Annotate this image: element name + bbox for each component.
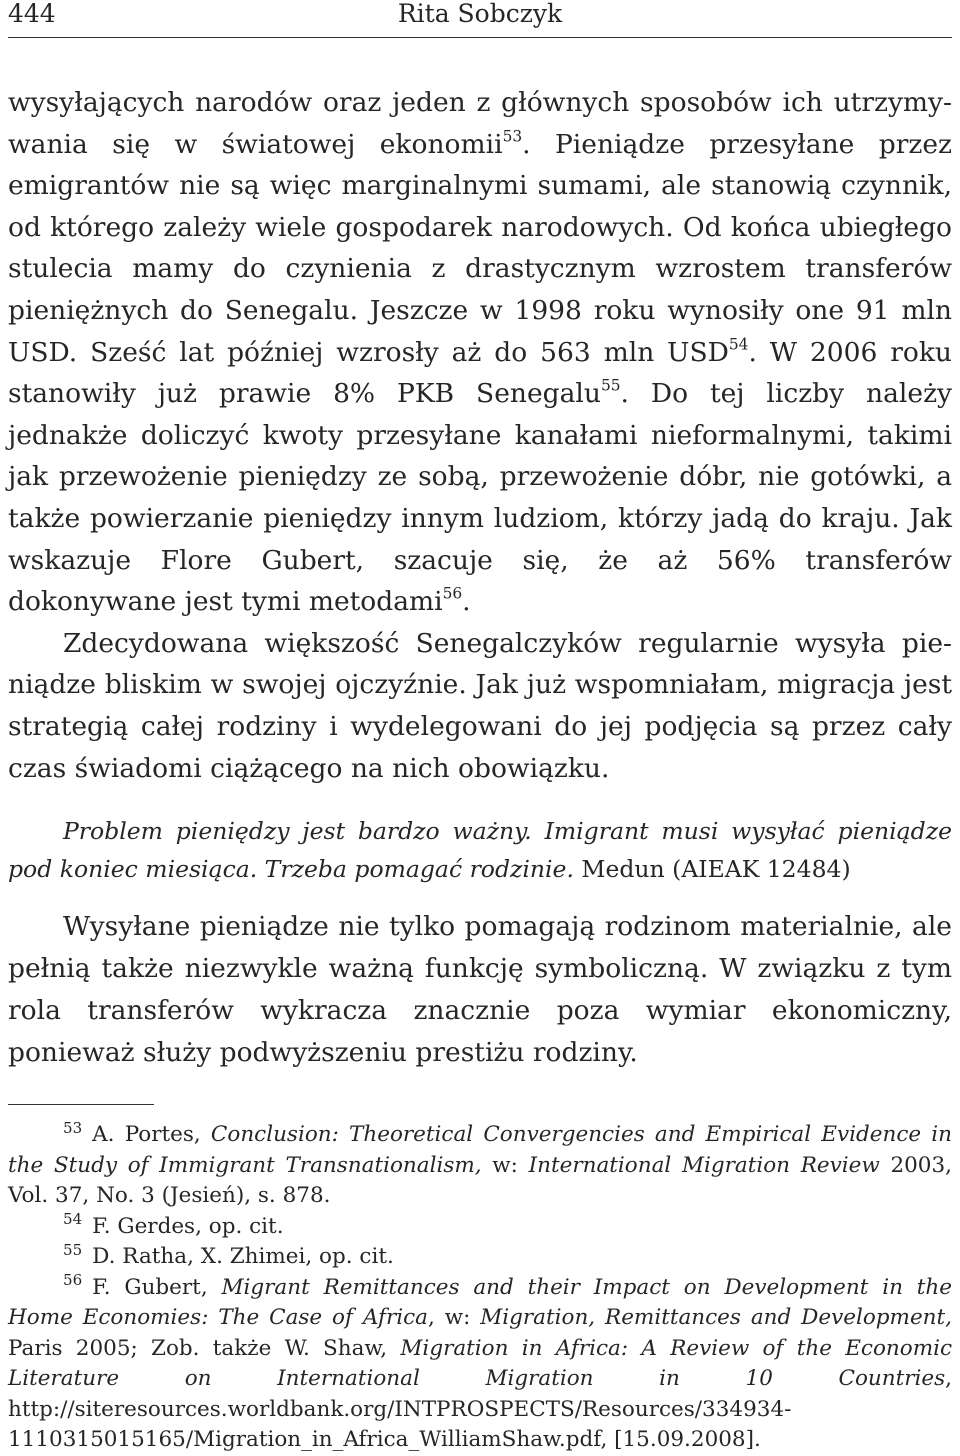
- footnote-ref-54[interactable]: 54: [728, 335, 749, 354]
- footnote-55: [8, 1242, 952, 1273]
- text-run: . W 2006 roku stanowiły już prawie 8% PKB Senegalu: [8, 336, 953, 410]
- fn-text: F. Gerdes, op. cit.: [92, 1213, 284, 1239]
- text-run: .: [462, 586, 471, 618]
- fn-text: 2003, Vol. 37, No. 3 (Jesień), s. 878.: [8, 1152, 953, 1208]
- footnote-ref-55[interactable]: 55: [600, 376, 621, 395]
- fn-book: Migration, Remittances and Development,: [480, 1305, 952, 1330]
- footnote-53: [8, 1120, 952, 1212]
- running-header: [8, 0, 952, 40]
- running-head-author: Rita Sobczyk: [397, 0, 563, 28]
- fn-text: F. Gubert,: [92, 1274, 222, 1300]
- fn-journal: International Migration Review: [528, 1152, 880, 1178]
- paragraph-1: [8, 82, 952, 623]
- fn-title: Conclusion: Theoretical Convergencies and Empirical Evidence in the Study of Immigrant Transnationalism,: [8, 1122, 952, 1178]
- fn-text: , w:: [427, 1305, 481, 1330]
- footnotes: [8, 1120, 952, 1456]
- footnote-ref-53[interactable]: 53: [502, 127, 523, 146]
- fn-text: D. Ratha, X. Zhimei, op. cit.: [92, 1244, 394, 1269]
- fn-title: Migrant Remittances and their Impact on Development in the Home Economies: The Case of Africa: [8, 1274, 952, 1330]
- footnote-number: 55: [63, 1240, 83, 1259]
- quote-text: Problem pieniędzy jest bardzo ważny. Imigrant musi wysyłać pieniądze pod koniec miesiąca. Trzeba pomagać rodzinie.: [8, 817, 952, 883]
- footnote-56: [8, 1273, 952, 1456]
- footnote-rule: [8, 1104, 154, 1105]
- fn-text: w:: [481, 1152, 529, 1178]
- fn-text: Paris 2005; Zob. także W. Shaw,: [8, 1335, 401, 1361]
- page-number: 444: [8, 0, 56, 28]
- text-run: wysyłających narodów oraz jeden z głównych sposobów ich utrzymywania się w światowej ekonomii: [8, 87, 952, 160]
- paragraph-3: Wysyłane pieniądze nie tylko pomagają rodzinom materialnie, ale pełnią także niezwykle ważną funkcję symboliczną. W związku z tym rola transferów wykracza znacznie poza wymiar ekonomiczny, ponieważ służy podwyższeniu prestiżu rodziny.: [8, 911, 952, 1068]
- footnote-ref-56[interactable]: 56: [442, 584, 463, 603]
- fn-url[interactable]: , http://siteresources.worldbank.org/INTPROSPECTS/Resources/334934-1110315015165/Migration_in_Africa_WilliamShaw.pdf, [15.09.2008].: [8, 1366, 952, 1452]
- footnote-54: [8, 1212, 952, 1243]
- footnote-number: 53: [63, 1118, 83, 1137]
- footnote-number: 54: [63, 1210, 83, 1229]
- main-text: [8, 82, 952, 789]
- header-rule: [8, 37, 952, 38]
- quote-source: Medun (AIEAK 12484): [573, 855, 851, 883]
- text-run: . Do tej liczby należy jednakże doliczyć kwoty przesyłane kanałami nieformalnymi, takimi jak przewożenie pieniędzy ze sobą, przewożenie dóbr, nie gotówki, a także powierzanie pieniędzy innym ludziom, którzy jadą do kraju. Jak wskazuje Flore Gubert, szacuje się, że aż 56% transferów dokonywane jest tymi metodami: [8, 378, 952, 618]
- paragraph-2: Zdecydowana większość Senegalczyków regularnie wysyła pieniądze bliskim w swojej ojczyźnie. Jak już wspomniałam, migracja jest strategią całej rodziny i wydelegowani do jej podjęcia są przez cały czas świadomi ciążącego na nich obowiązku.: [8, 627, 952, 784]
- fn-text: A. Portes,: [92, 1122, 211, 1147]
- text-run: . Pieniądze przesyłane przez emigrantów nie są więc marginalnymi sumami, ale stanowią czynnik, od którego zależy wiele gospodarek narodowych. Od końca ubiegłego stulecia mamy do czynienia z drastycznym wzrostem transferów pieniężnych do Senegalu. Jeszcze w 1998 roku wynosiły one 91 mln USD. Sześć lat później wzrosły aż do 563 mln USD: [8, 128, 953, 368]
- main-text-continued: [8, 906, 952, 1074]
- fn-title: Migration in Africa: A Review of the Economic Literature on International Migration in 10 Countries: [8, 1335, 952, 1391]
- footnote-number: 56: [63, 1271, 83, 1290]
- interview-quote: [8, 812, 952, 888]
